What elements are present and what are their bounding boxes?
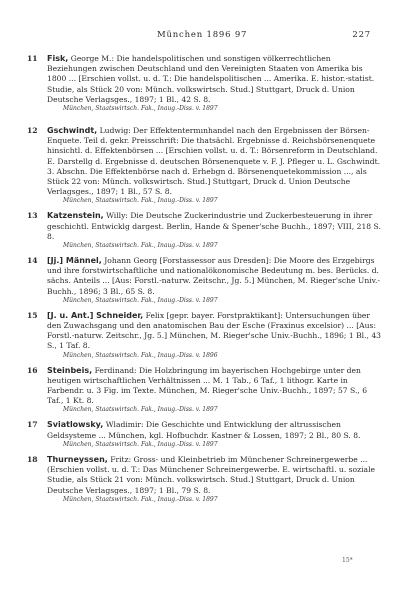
entry-number: 18 [27,454,38,464]
entry-note: München, Staatswirtsch. Fak., Inaug.-Diss. v. 1897 [63,440,218,448]
entry-number: 14 [27,256,38,266]
entry-11 [0,54,400,113]
entry-list [0,54,400,510]
signature-mark: 15* [342,557,353,564]
entry-note: München, Staatswirtsch. Fak., Inaug.-Diss. v. 1897 [63,296,218,304]
entry-12 [0,126,400,205]
entry-number: 13 [27,211,38,221]
page-header [0,30,400,44]
entry-number: 15 [27,310,38,320]
author-name: Katzenstein, [47,211,104,221]
author-name: Gschwindt, [47,126,98,136]
entry-text: Ferdinand: Die Holzbringung im bayerischen Hochgebirge unter den heutigen wirtschaftlichen Verhältnissen ... M. 1 Tab., 6 Taf., 1 lithogr. Karte in Farbendr. u. 3 Fig. im Texte. München, M. Rieger'sche Univ.-Buchh., 1897; 57 S., 6 Taf., 1 Kt. 8. [47,365,368,406]
entry-18 [0,455,400,504]
entry-text: George M.: Die handelspolitischen und sonstigen völkerrechtlichen Beziehungen zwischen Deutschland und den Vereinigten Staaten von Amerika bis 1800 ... [Erschien vollst. u. d. T.: Die handelspolitischen ... Amerika. E. histor.-statist. Studie, als Stück 20 von: Münch. volkswirtsch. Stud.] Stuttgart, Druck d. Union Deutsche Verlagsges., 1897; 1 Bl., 42 S. 8. [47,54,375,104]
entry-text: Felix [gepr. bayer. Forstpraktikant]: Untersuchungen über den Zuwachsgang und den anatomischen Bau der Esche (Fraxinus excelsior) ... [Aus: Forstl.-naturw. Zeitschr., Jg. 5.] München, M. Rieger'sche Univ.-Buchh., 1896; 1 Bl., 43 S., 1 Taf. 8. [47,310,381,351]
entry-16 [0,366,400,415]
author-name: Thurneyssen, [47,454,108,464]
author-name: [Jj.] Männel, [47,256,102,266]
entry-note: München, Staatswirtsch. Fak., Inaug.-Diss. v. 1897 [63,406,218,414]
entry-note: München, Staatswirtsch. Fak., Inaug.-Diss. v. 1897 [63,105,218,113]
entry-note: München, Staatswirtsch. Fak., Inaug.-Diss. v. 1896 [63,351,218,359]
author-name: [J. u. Ant.] Schneider, [47,310,144,320]
author-name: Fisk, [47,54,69,63]
author-name: Steinbeis, [47,365,93,375]
entry-text: Wladimir: Die Geschichte und Entwicklung der altrussischen Geldsysteme ... München, kgl. Hofbuchdr. Kastner & Lossen, 1897; 2 Bl., 80 S. 8. [47,420,361,440]
page-number: 227 [352,30,371,40]
entry-text: Willy: Die Deutsche Zuckerindustrie und Zuckerbesteuerung in ihrer geschichtl. Entwicklg dargest. Berlin, Hande & Spener'sche Buchh., 1897; VIII, 218 S. 8. [47,211,381,241]
entry-number: 12 [27,126,38,136]
running-title: München 1896 97 [157,30,248,40]
author-name: Sviatlowsky, [47,420,104,430]
entry-13 [0,211,400,250]
entry-15 [0,311,400,360]
entry-note: München, Staatswirtsch. Fak., Inaug.-Diss. v. 1897 [63,197,218,205]
entry-number: 17 [27,420,38,430]
entry-number: 11 [27,54,38,63]
entry-number: 16 [27,365,38,375]
entry-17 [0,420,400,448]
entry-note: München, Staatswirtsch. Fak., Inaug.-Diss. v. 1897 [63,495,218,503]
entry-text: Fritz: Gross- und Kleinbetrieb im Münchener Schreinergewerbe ... (Erschien vollst. u. d. T.: Das Münchener Schreinergewerbe. E. wirtschaftl. u. soziale Studie, als Stück 21 von: Münch. volkswirtsch. Stud.] Stuttgart, Druck d. Union Deutsche Verlagsges., 1897; 1 Bl., 79 S. 8. [47,454,375,495]
entry-note: München, Staatswirtsch. Fak., Inaug.-Diss. v. 1897 [63,242,218,250]
entry-text: Ludwig: Der Effektentermınhandel nach den Ergebnissen der Börsen-Enquete. Teil d. gekr. Preisschrift: Die thatsächl. Ergebnisse d. Reichsbörsenenquete hinsichtl. d. Effektenbörsen ... [Erschien vollst. u. d. T.: Börsenreform in Deutschland. E. Darstellg d. Ergebnisse d. deutschen Börsenenquete v. F. J. Pfleger u. L. Gschwindt. 3. Abschn. Die Effektenbörse nach d. Erhebgn d. Börsenenquetekommission ..., als Stück 22 von: Münch. volkswirtsch. Stud.] Stuttgart, Druck d. Union Deutsche Verlagsges., 1897; 1 Bl., 57 S. 8. [47,126,381,197]
entry-text: Johann Georg [Forstassessor aus Dresden]: Die Moore des Erzgebirgs und ihre forstwirtschaftliche und nationalökonomische Bedeutung m. bes. Berücks. d. sächs. Anteils ... [Aus: Forstl.-naturw. Zeitschr., Jg. 5.] München, M. Rieger'sche Univ.-Buchh., 1896; 3 Bl., 65 S. 8. [47,256,381,296]
entry-14 [0,256,400,305]
